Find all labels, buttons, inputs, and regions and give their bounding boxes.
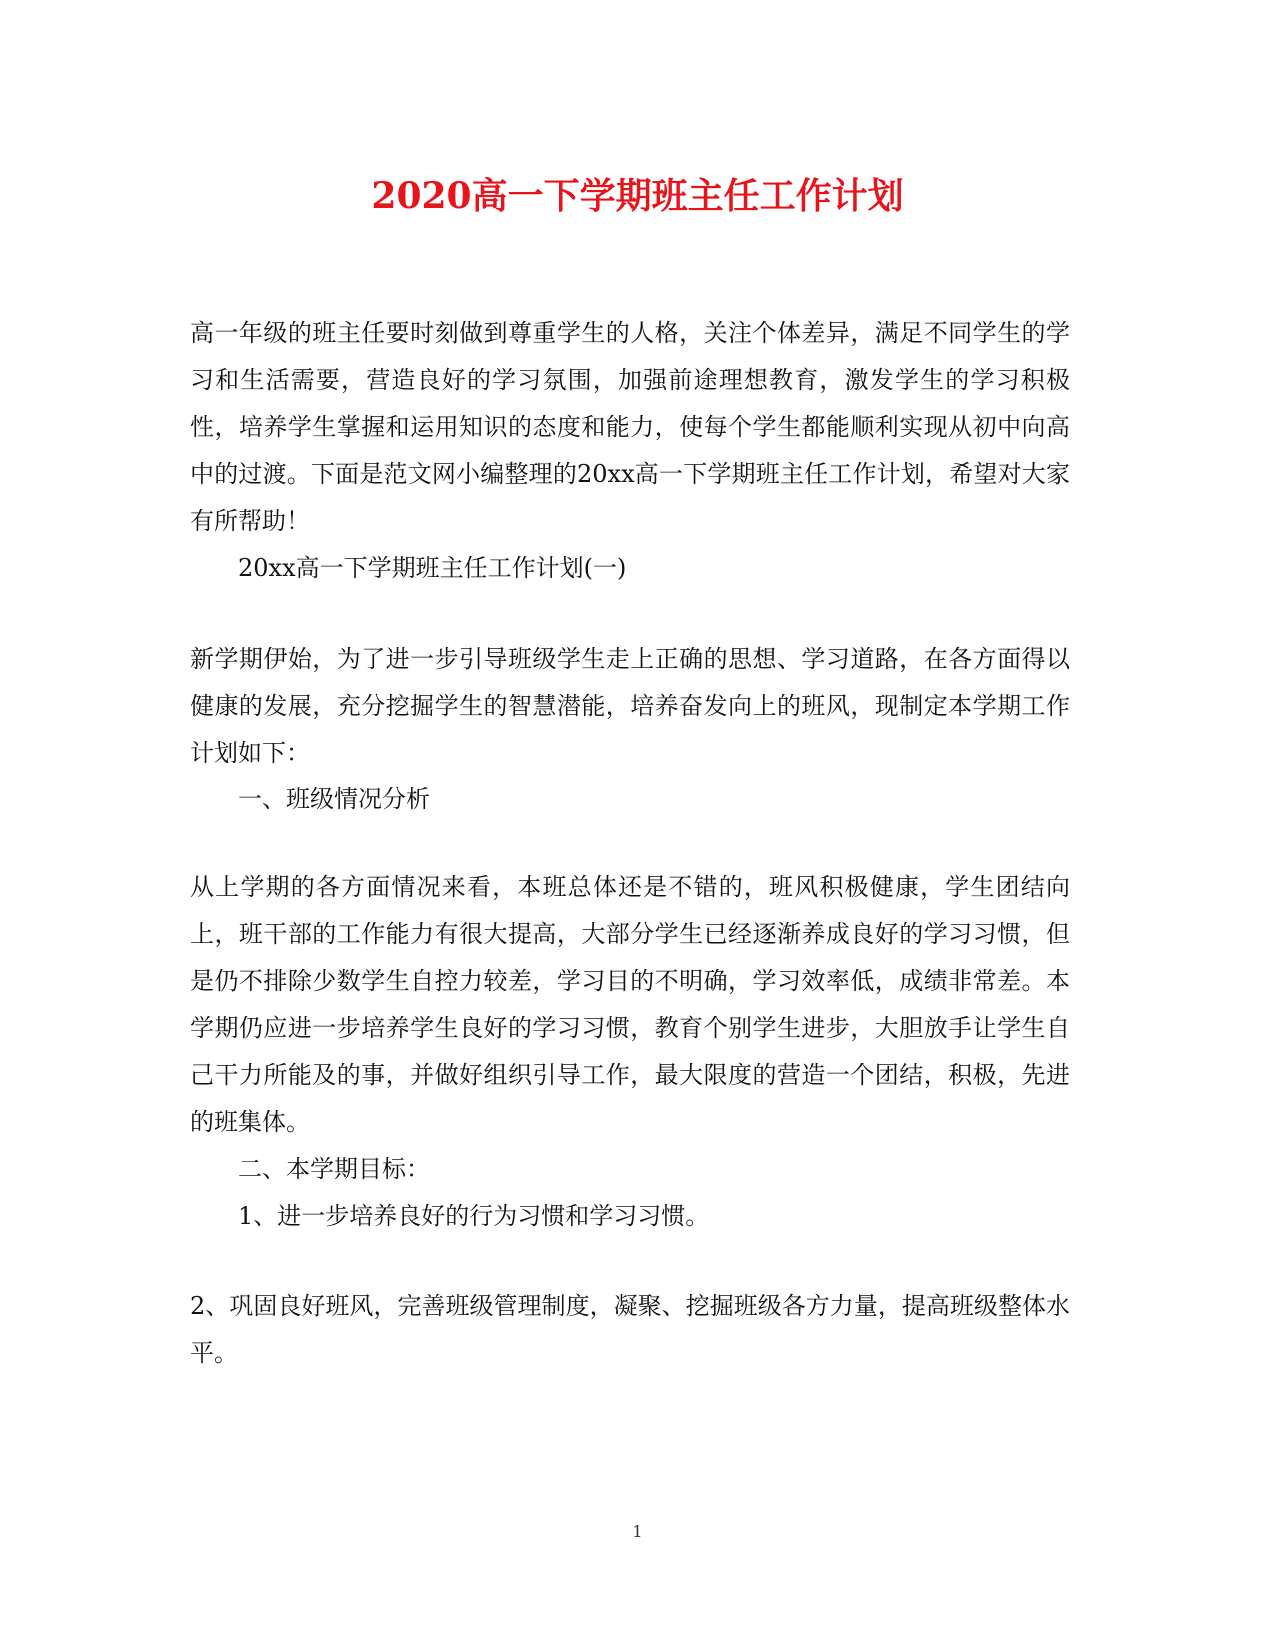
preface-paragraph: 新学期伊始，为了进一步引导班级学生走上正确的思想、学习道路，在各方面得以健康的发展，充分挖掘学生的智慧潜能，培养奋发向上的班风，现制定本学期工作计划如下： [190,645,1070,767]
document-title: 2020高一下学期班主任工作计划 [371,175,904,217]
intro-paragraph: 高一年级的班主任要时刻做到尊重学生的人格，关注个体差异，满足不同学生的学习和生活需要，营造良好的学习氛围，加强前途理想教育，激发学生的学习积极性，培养学生掌握和运用知识的态度和能力，使每个学生都能顺利实现从初中向高中的过渡。下面是范文网小编整理的20xx高一下学期班主任工作计划，希望对大家有所帮助！ [190,319,1070,535]
goal-1-item: 1、进一步培养良好的行为习惯和学习习惯。 [238,1202,710,1230]
plan-heading: 20xx高一下学期班主任工作计划(一) [238,554,627,582]
section-1-heading: 一、班级情况分析 [238,785,430,813]
page-number: 1 [632,1522,643,1541]
goal-2-item: 2、巩固良好班风，完善班级管理制度，凝聚、挖掘班级各方力量，提高班级整体水平。 [190,1292,1070,1367]
section-1-paragraph: 从上学期的各方面情况来看，本班总体还是不错的，班风积极健康，学生团结向上，班干部的工作能力有很大提高，大部分学生已经逐渐养成良好的学习习惯，但是仍不排除少数学生自控力较差，学习目的不明确，学习效率低，成绩非常差。本学期仍应进一步培养学生良好的学习习惯，教育个别学生进步，大胆放手让学生自己干力所能及的事，并做好组织引导工作，最大限度的营造一个团结，积极，先进的班集体。 [190,873,1070,1136]
section-2-heading: 二、本学期目标： [238,1155,430,1183]
